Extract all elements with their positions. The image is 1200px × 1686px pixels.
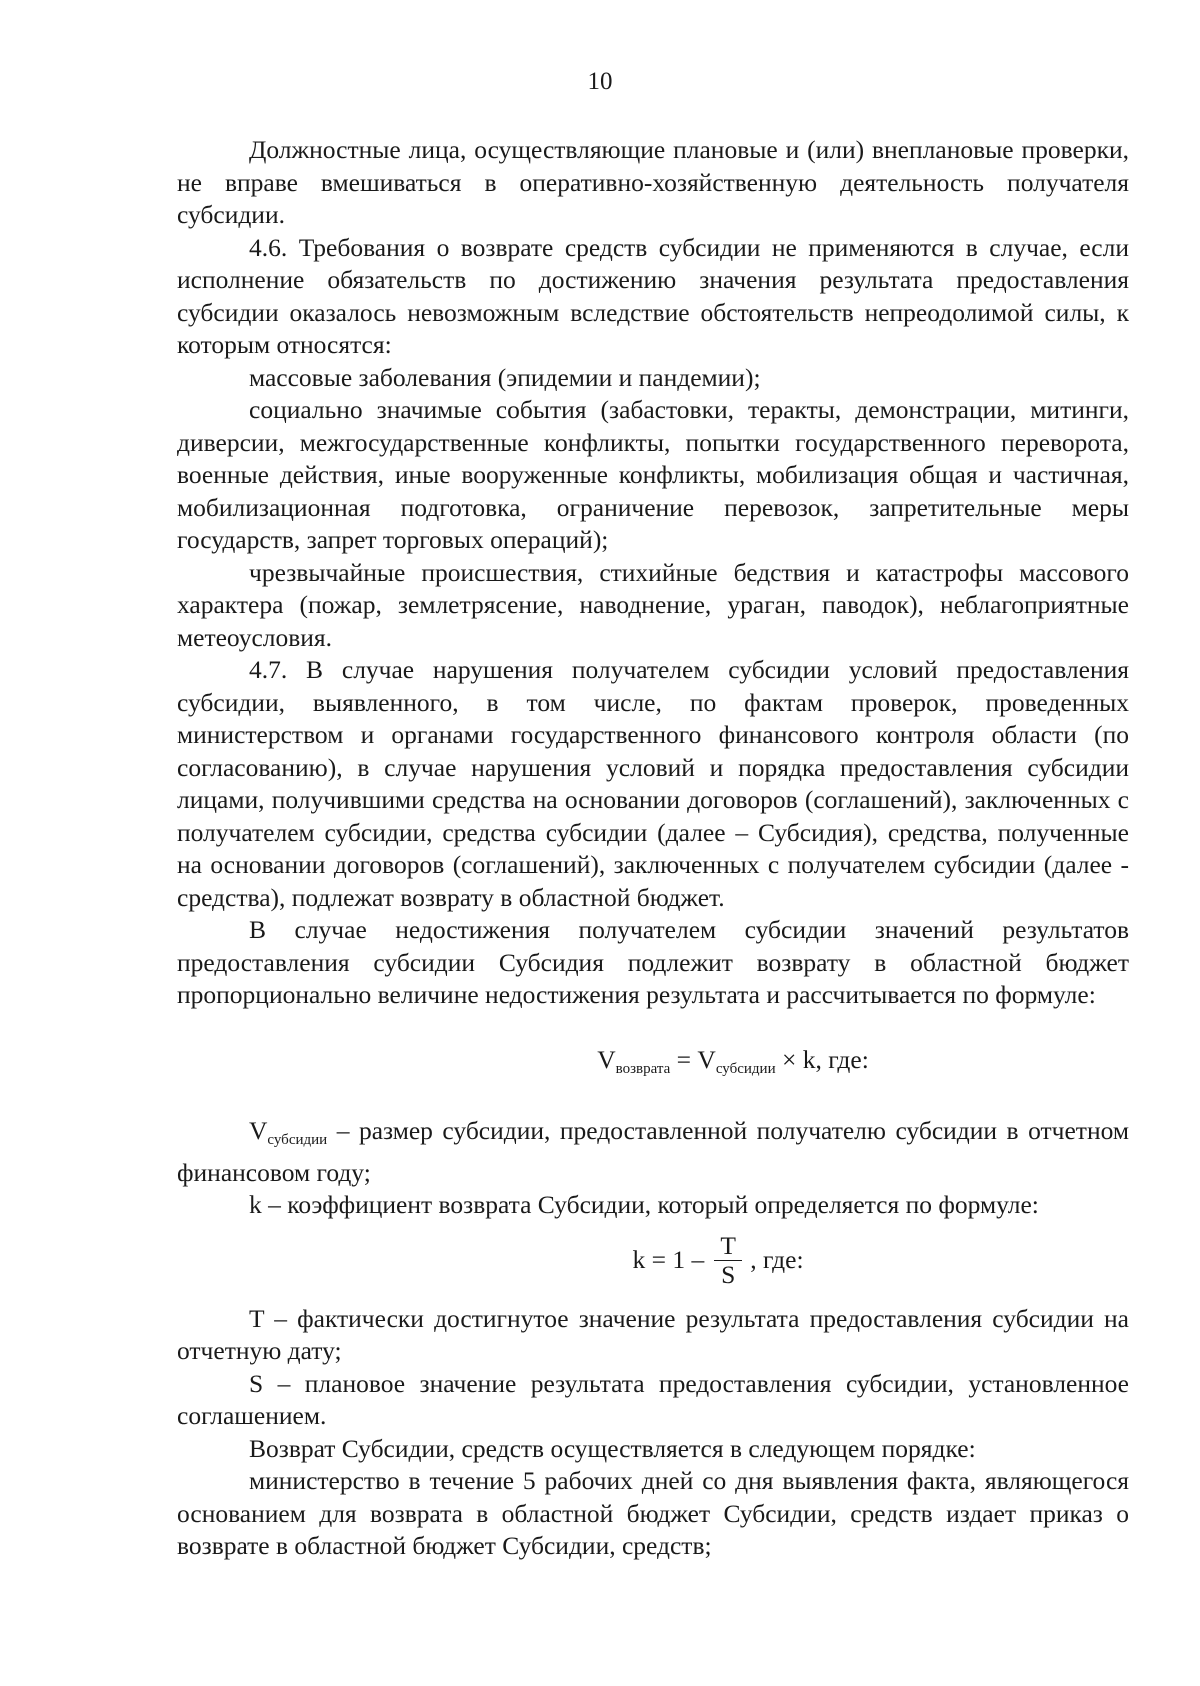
definition-k: k – коэффициент возврата Субсидии, который определяется по формуле:	[249, 1190, 1039, 1219]
paragraph-non-achievement: В случае недостижения получателем субсидии значений результатов предоставления субсидии Субсидия подлежит возврату в областной бюджет пропорционально величине недостижения результата и рассчитывается по формуле:	[177, 915, 1129, 1009]
formula-k-right: , где:	[750, 1244, 804, 1274]
paragraph-4-7: 4.7. В случае нарушения получателем субсидии условий предоставления субсидии, выявленного, в том числе, по фактам проверок, проведенных министерством и органами государственного финансового контроля области (по согласованию), в случае нарушения условий и порядка предоставления субсидии лицами, получившими средства на основании договоров (соглашений), заключенных с получателем субсидии, средства субсидии (далее – Субсидия), средства, полученные на основании договоров (соглашений), заключенных с получателем субсидии (далее - средства), подлежат возврату в областной бюджет.	[177, 655, 1129, 912]
formula-v-rest: × k, где:	[775, 1044, 869, 1074]
paragraph-ministry-order: министерство в течение 5 рабочих дней со дня выявления факта, являющегося основанием для возврата в областной бюджет Субсидии, средств издает приказ о возврате в областной бюджет Субсидии, средств;	[177, 1466, 1129, 1560]
paragraph-emergencies: чрезвычайные происшествия, стихийные бедствия и катастрофы массового характера (пожар, землетрясение, наводнение, ураган, паводок), неблагоприятные метеоусловия.	[177, 557, 1129, 652]
formula-v-return	[177, 1044, 1129, 1086]
definition-v-text: – размер субсидии, предоставленной получателю субсидии в отчетном финансовом году;	[177, 1116, 1129, 1187]
page-number: 10	[587, 68, 613, 95]
paragraph-epidemics: массовые заболевания (эпидемии и пандемии);	[249, 362, 761, 392]
definition-v-subsidy	[177, 1115, 1129, 1189]
fraction-denominator: S	[721, 1259, 736, 1289]
formula-equals: = V	[670, 1044, 716, 1074]
formula-v-symbol: V	[597, 1044, 616, 1074]
paragraph-return-order: Возврат Субсидии, средств осуществляется в следующем порядке:	[249, 1433, 976, 1463]
definition-v-symbol: V	[249, 1116, 268, 1145]
paragraph-social-events: социально значимые события (забастовки, теракты, демонстрации, митинги, диверсии, межгосударственные конфликты, попытки государственного переворота, военные действия, иные вооруженные конфликты, мобилизация общая и частичная, мобилизационная подготовка, ограничение перевозок, запретительные меры государств, запрет торговых операций);	[177, 395, 1129, 554]
formula-k-left: k = 1 –	[632, 1244, 705, 1274]
paragraph-inspectors: Должностные лица, осуществляющие плановые и (или) внеплановые проверки, не вправе вмешиваться в оперативно-хозяйственную деятельность получателя субсидии.	[177, 135, 1129, 229]
formula-k	[177, 1232, 1129, 1289]
fraction-numerator: T	[720, 1230, 736, 1260]
paragraph-4-6: 4.6. Требования о возврате средств субсидии не применяются в случае, если исполнение обязательств по достижению значения результата предоставления субсидии оказалось невозможным вследствие обстоятельств непреодолимой силы, к которым относятся:	[177, 232, 1129, 359]
formula-v-return-subscript: возврата	[615, 1060, 671, 1077]
formula-v-subsidy-subscript: субсидии	[715, 1060, 776, 1077]
definition-s: S – плановое значение результата предоставления субсидии, установленное соглашением.	[177, 1368, 1129, 1430]
fraction-t-over-s	[714, 1232, 742, 1289]
definition-t: T – фактически достигнутое значение результата предоставления субсидии на отчетную дату;	[177, 1303, 1129, 1365]
document-body	[177, 134, 1129, 1563]
definition-v-subscript: субсидии	[267, 1132, 328, 1148]
